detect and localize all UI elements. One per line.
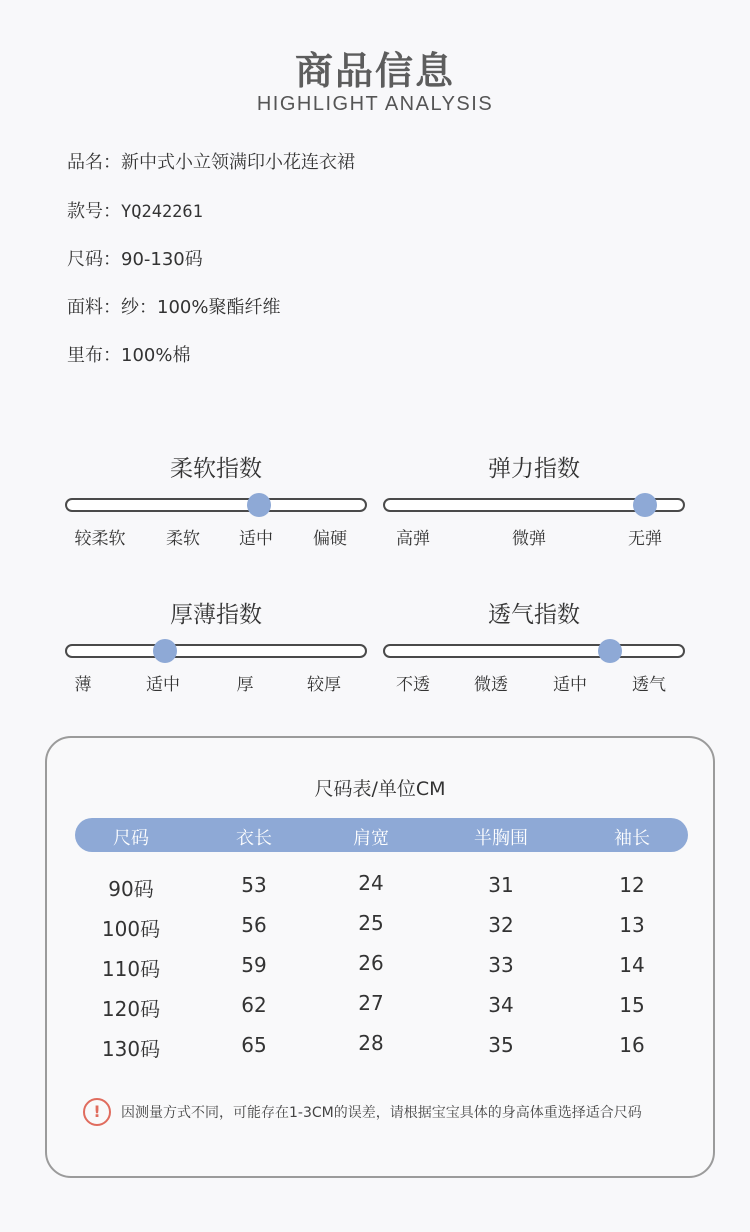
elasticity-index (383, 450, 685, 549)
column-header: 袖长 (614, 828, 650, 849)
measurement-note (83, 1098, 642, 1126)
table-cell: 110码 (101, 957, 161, 981)
index-track (65, 644, 367, 658)
index-label: 微弹 (512, 529, 546, 549)
size-table-header (75, 818, 688, 852)
table-cell: 27 (358, 991, 384, 1015)
info-value: 100%棉 (121, 345, 191, 366)
info-row-name (67, 148, 355, 174)
thickness-index (65, 596, 367, 695)
info-label: 面料： (67, 297, 121, 318)
table-cell: 53 (241, 873, 267, 897)
info-label: 品名： (67, 152, 121, 173)
page-title: 商品信息 (294, 49, 455, 93)
table-cell: 65 (241, 1033, 267, 1057)
index-label: 高弹 (396, 529, 430, 549)
page-subtitle: HIGHLIGHT ANALYSIS (256, 93, 494, 115)
info-label: 尺码： (67, 249, 121, 270)
index-label: 薄 (74, 675, 92, 695)
index-label: 偏硬 (313, 529, 347, 549)
table-cell: 130码 (101, 1037, 161, 1061)
index-track (65, 498, 367, 512)
info-row-style-number (67, 197, 203, 223)
index-title: 柔软指数 (170, 456, 262, 482)
index-knob (153, 639, 177, 663)
table-cell: 25 (358, 911, 384, 935)
table-cell: 33 (488, 953, 514, 977)
info-label: 里布： (67, 345, 121, 366)
info-row-lining (67, 341, 190, 367)
table-cell: 100码 (101, 917, 161, 941)
index-track (383, 644, 685, 658)
index-knob (633, 493, 657, 517)
info-value: 90-130码 (121, 249, 203, 270)
index-title: 透气指数 (488, 602, 580, 628)
column-header: 半胸围 (474, 828, 528, 849)
table-cell: 24 (358, 871, 384, 895)
info-value: 新中式小立领满印小花连衣裙 (121, 152, 355, 173)
index-label: 较柔软 (74, 529, 126, 549)
table-cell: 120码 (101, 997, 161, 1021)
note-text: 因测量方式不同，可能存在1-3CM的误差，请根据宝宝具体的身高体重选择适合尺码 (121, 1105, 642, 1121)
index-knob (598, 639, 622, 663)
table-cell: 26 (358, 951, 384, 975)
info-row-fabric (67, 293, 280, 319)
table-cell: 15 (619, 993, 645, 1017)
column-header: 衣长 (236, 828, 272, 849)
index-label: 柔软 (166, 529, 200, 549)
size-table-card (45, 736, 715, 1178)
table-cell: 62 (241, 993, 267, 1017)
softness-index (65, 450, 367, 549)
index-knob (247, 493, 271, 517)
column-header: 肩宽 (353, 828, 389, 849)
index-label: 无弹 (628, 529, 662, 549)
table-cell: 13 (619, 913, 645, 937)
column-header: 尺码 (113, 828, 149, 849)
table-cell: 16 (619, 1033, 645, 1057)
index-label: 适中 (553, 675, 587, 695)
info-label: 款号： (67, 201, 121, 222)
table-cell: 59 (241, 953, 267, 977)
table-cell: 31 (488, 873, 514, 897)
table-cell: 12 (619, 873, 645, 897)
table-cell: 28 (358, 1031, 384, 1055)
table-cell: 35 (488, 1033, 514, 1057)
index-label: 较厚 (307, 675, 341, 695)
table-cell: 56 (241, 913, 267, 937)
info-value: 纱：100%聚酯纤维 (121, 297, 281, 318)
index-label: 厚 (236, 675, 254, 695)
size-table-title: 尺码表/单位CM (314, 778, 446, 800)
index-label: 适中 (146, 675, 180, 695)
index-label: 微透 (474, 675, 508, 695)
table-cell: 32 (488, 913, 514, 937)
table-cell: 90码 (108, 877, 154, 901)
info-row-size (67, 245, 203, 271)
table-cell: 34 (488, 993, 514, 1017)
index-title: 弹力指数 (488, 456, 580, 482)
breathability-index (383, 596, 685, 695)
info-value: YQ242261 (121, 202, 203, 222)
warning-icon: ! (83, 1098, 111, 1126)
index-title: 厚薄指数 (170, 602, 262, 628)
index-label: 透气 (632, 675, 666, 695)
table-cell: 14 (619, 953, 645, 977)
index-label: 不透 (396, 675, 430, 695)
index-label: 适中 (239, 529, 273, 549)
